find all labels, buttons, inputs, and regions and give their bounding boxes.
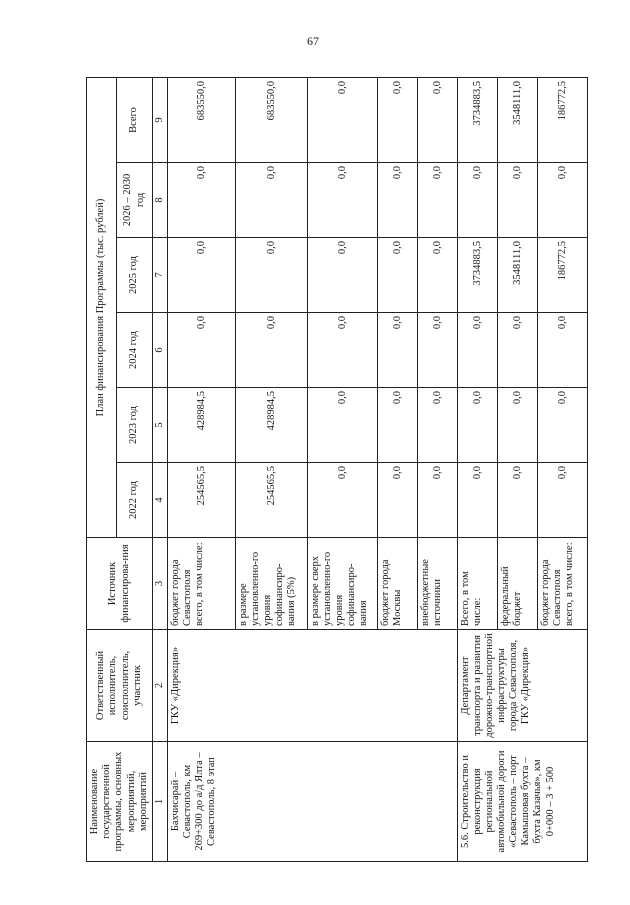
amount-cell: 0,0 bbox=[498, 463, 538, 538]
funding-source-cell: бюджет города Севастополя всего, в том числе: bbox=[168, 538, 236, 630]
column-number: 7 bbox=[153, 238, 168, 313]
executor-cell: Департамент транспорта и развития дорожно-транспортной инфраструктуры города Севастополя, ГКУ «Дирекция» bbox=[458, 630, 588, 742]
column-number: 2 bbox=[153, 630, 168, 742]
column-number: 1 bbox=[153, 742, 168, 862]
funding-source-cell: Всего, в том числе: bbox=[458, 538, 498, 630]
amount-cell: 0,0 bbox=[458, 313, 498, 388]
amount-cell: 0,0 bbox=[168, 238, 236, 313]
amount-cell: 0,0 bbox=[378, 388, 418, 463]
amount-cell: 186772,5 bbox=[538, 77, 588, 162]
amount-cell: 3548111,0 bbox=[498, 238, 538, 313]
amount-cell: 0,0 bbox=[418, 388, 458, 463]
table-row bbox=[168, 77, 236, 861]
funding-source-cell: в размере установленно-го уровня софинансиро-вания (5%) bbox=[236, 538, 308, 630]
column-number: 3 bbox=[153, 538, 168, 630]
amount-cell: 0,0 bbox=[168, 313, 236, 388]
header-year: 2023 год bbox=[117, 388, 153, 463]
header-year: Всего bbox=[117, 77, 153, 162]
amount-cell: 683550,0 bbox=[168, 77, 236, 162]
funding-source-cell: внебюджетные источники bbox=[418, 538, 458, 630]
amount-cell: 428984,5 bbox=[236, 388, 308, 463]
header-year: 2024 год bbox=[117, 313, 153, 388]
amount-cell: 3734883,5 bbox=[458, 238, 498, 313]
amount-cell: 0,0 bbox=[308, 77, 378, 162]
header-year: 2026 – 2030 год bbox=[117, 163, 153, 238]
amount-cell: 0,0 bbox=[498, 313, 538, 388]
activity-name-cell: 5.6. Строительство и реконструкция региональной автомобильной дороги «Севастополь – порт Камышовая бухта – бухта Казачья», км 0+000 – 3 + 500 bbox=[458, 742, 588, 862]
column-number: 5 bbox=[153, 388, 168, 463]
column-number: 4 bbox=[153, 463, 168, 538]
amount-cell: 186772,5 bbox=[538, 238, 588, 313]
header-year: 2025 год bbox=[117, 238, 153, 313]
table-row bbox=[458, 77, 498, 861]
amount-cell: 0,0 bbox=[308, 463, 378, 538]
funding-source-cell: бюджет города Москвы bbox=[378, 538, 418, 630]
amount-cell: 0,0 bbox=[418, 77, 458, 162]
amount-cell: 0,0 bbox=[168, 163, 236, 238]
amount-cell: 0,0 bbox=[538, 313, 588, 388]
amount-cell: 0,0 bbox=[538, 463, 588, 538]
column-number: 9 bbox=[153, 77, 168, 162]
column-number: 8 bbox=[153, 163, 168, 238]
page-number: 67 bbox=[307, 34, 319, 48]
amount-cell: 0,0 bbox=[418, 163, 458, 238]
header-year: 2022 год bbox=[117, 463, 153, 538]
amount-cell: 0,0 bbox=[308, 313, 378, 388]
financing-table bbox=[86, 77, 588, 862]
amount-cell: 0,0 bbox=[418, 463, 458, 538]
amount-cell: 0,0 bbox=[538, 388, 588, 463]
amount-cell: 254565,5 bbox=[168, 463, 236, 538]
amount-cell: 0,0 bbox=[498, 163, 538, 238]
amount-cell: 0,0 bbox=[236, 238, 308, 313]
amount-cell: 0,0 bbox=[236, 163, 308, 238]
amount-cell: 0,0 bbox=[458, 163, 498, 238]
funding-source-cell: бюджет города Севастополя всего, в том числе: bbox=[538, 538, 588, 630]
executor-cell: ГКУ «Дирекция» bbox=[168, 630, 458, 742]
header-col3: Источник финансирова-ния bbox=[87, 538, 153, 630]
amount-cell: 0,0 bbox=[378, 313, 418, 388]
amount-cell: 0,0 bbox=[378, 77, 418, 162]
rotated-table-container bbox=[86, 78, 576, 862]
amount-cell: 0,0 bbox=[538, 163, 588, 238]
activity-name-cell: Бахчисарай – Севастополь, км 269+300 до а/д Ялта – Севастополь, 8 этап bbox=[168, 742, 458, 862]
amount-cell: 254565,5 bbox=[236, 463, 308, 538]
amount-cell: 0,0 bbox=[418, 238, 458, 313]
header-plan: План финансирования Программы (тыс. рублей) bbox=[87, 77, 117, 537]
amount-cell: 0,0 bbox=[308, 388, 378, 463]
amount-cell: 0,0 bbox=[378, 463, 418, 538]
amount-cell: 0,0 bbox=[418, 313, 458, 388]
funding-source-cell: федеральный бюджет bbox=[498, 538, 538, 630]
header-col2: Ответственный исполнитель, соисполнитель, участник bbox=[87, 630, 153, 742]
amount-cell: 428984,5 bbox=[168, 388, 236, 463]
amount-cell: 3548111,0 bbox=[498, 77, 538, 162]
column-number: 6 bbox=[153, 313, 168, 388]
amount-cell: 0,0 bbox=[458, 463, 498, 538]
amount-cell: 0,0 bbox=[236, 313, 308, 388]
amount-cell: 683550,0 bbox=[236, 77, 308, 162]
amount-cell: 0,0 bbox=[498, 388, 538, 463]
amount-cell: 0,0 bbox=[308, 238, 378, 313]
amount-cell: 0,0 bbox=[378, 163, 418, 238]
funding-source-cell: в размере сверх установленно-го уровня софинансиро-вания bbox=[308, 538, 378, 630]
amount-cell: 0,0 bbox=[378, 238, 418, 313]
header-col1: Наименование государственной программы, основных мероприятий, мероприятий bbox=[87, 742, 153, 862]
amount-cell: 3734883,5 bbox=[458, 77, 498, 162]
amount-cell: 0,0 bbox=[458, 388, 498, 463]
amount-cell: 0,0 bbox=[308, 163, 378, 238]
